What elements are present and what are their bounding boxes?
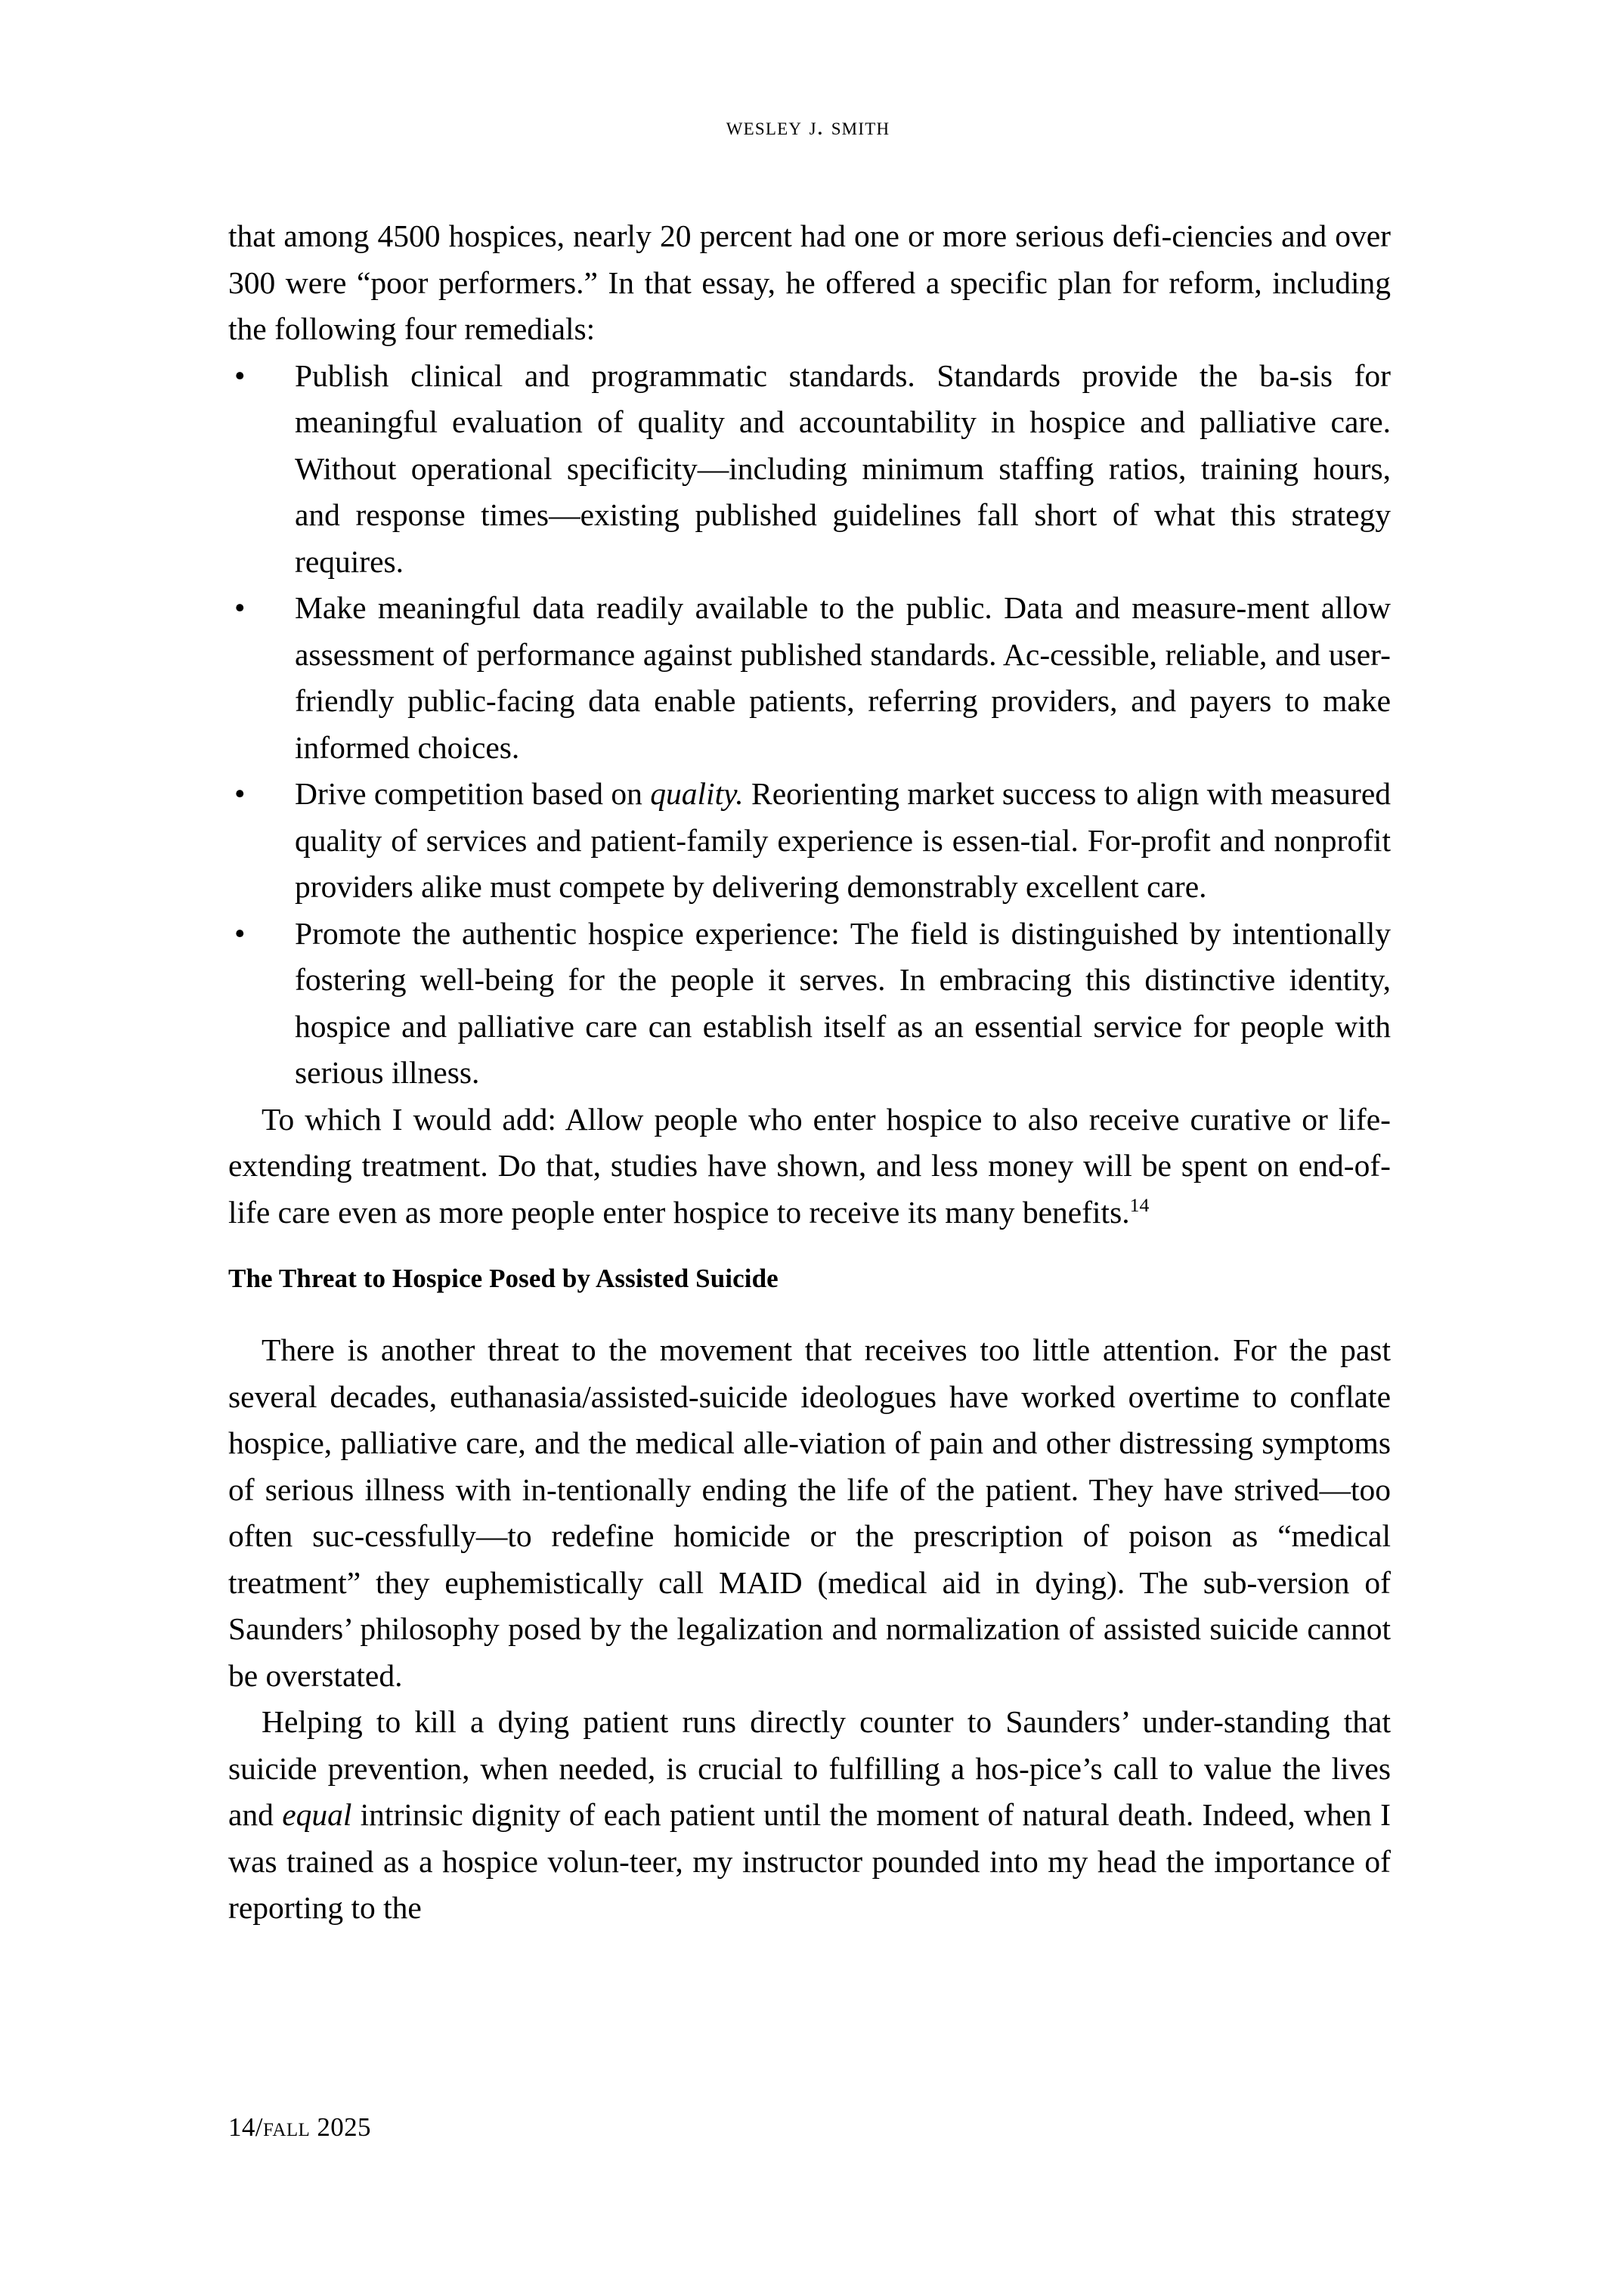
bullet-icon: • bbox=[234, 776, 246, 811]
paragraph-text: Helping to kill a dying patient runs directly counter to Saunders’ under-standing that suicide prevention, when needed, is crucial to fulfilling a hos-pice’s call to value the lives and bbox=[228, 1704, 1391, 1832]
page-folio bbox=[228, 2113, 371, 2143]
list-item-emphasis: quality. bbox=[650, 776, 744, 811]
list-item bbox=[228, 911, 1391, 1097]
folio-page-number: 14/ bbox=[228, 2112, 263, 2142]
paragraph-emphasis: equal bbox=[282, 1797, 352, 1832]
spacer bbox=[228, 1297, 1391, 1327]
bullet-icon: • bbox=[234, 590, 246, 625]
list-item-text-tail: Reorienting market success to align with measured quality of services and patient-family experience is essen-tial. For-profit and nonprofit providers alike must compete by delivering demonstrably excellent care. bbox=[295, 776, 1391, 904]
remedials-list bbox=[228, 353, 1391, 1097]
running-head: wesley j. smith bbox=[726, 113, 890, 141]
paragraph-another-threat: There is another threat to the movement that receives too little attention. For the past several decades, euthanasia/assisted-suicide ideologues have worked overtime to conflate hospice, palliative care, and the medical alle-viation of pain and other distressing symptoms of serious illness with in-tentionally ending the life of the patient. They have strived—too often suc-cessfully—to redefine homicide or the prescription of poison as “medical treatment” they euphemistically call MAID (medical aid in dying). The sub-version of Saunders’ philosophy posed by the legalization and normalization of assisted suicide cannot be overstated. bbox=[228, 1332, 1391, 1693]
list-item bbox=[228, 771, 1391, 911]
bullet-icon: • bbox=[234, 357, 246, 393]
section-subheading: The Threat to Hospice Posed by Assisted Suicide bbox=[228, 1264, 779, 1293]
list-item bbox=[228, 353, 1391, 586]
list-item-text: Make meaningful data readily available to the public. Data and measure-ment allow assessment of performance against published standards. Ac-cessible, reliable, and user-friendly public-facing data enable patients, referring providers, and payers to make informed choices. bbox=[295, 590, 1391, 765]
paragraph-add-remedial bbox=[228, 1097, 1391, 1236]
list-item bbox=[228, 585, 1391, 771]
footnote-reference: 14 bbox=[1129, 1193, 1150, 1216]
folio-issue-label: fall 2025 bbox=[262, 2112, 371, 2142]
spacer bbox=[228, 1236, 1391, 1261]
paragraph-text: To which I would add: Allow people who enter hospice to also receive curative or life-extending treatment. Do that, studies have shown, and less money will be spent on end-of-life care even as more people enter hospice to receive its many benefits. bbox=[228, 1101, 1391, 1230]
text-column bbox=[228, 213, 1391, 1932]
bullet-icon: • bbox=[234, 915, 246, 951]
paragraph-text-tail: intrinsic dignity of each patient until the moment of natural death. Indeed, when I was trained as a hospice volun-teer, my instructor pounded into my head the importance of reporting to the bbox=[228, 1797, 1392, 1925]
list-item-text: Publish clinical and programmatic standards. Standards provide the ba-sis for meaningful evaluation of quality and accountability in hospice and palliative care. Without operational specificity—including minimum staffing ratios, training hours, and response times—existing published guidelines fall short of what this strategy requires. bbox=[295, 357, 1391, 579]
paragraph-continuation: that among 4500 hospices, nearly 20 percent had one or more serious defi-ciencies and over 300 were “poor performers.” In that essay, he offered a specific plan for reform, including the following four remedials: bbox=[228, 218, 1391, 346]
paragraph-helping-to-kill bbox=[228, 1699, 1391, 1932]
list-item-text: Drive competition based on bbox=[295, 776, 651, 811]
list-item-text: Promote the authentic hospice experience: The field is distinguished by intentionally fostering well-being for the people it serves. In embracing this distinctive identity, hospice and palliative care can establish itself as an essential service for people with serious illness. bbox=[295, 915, 1391, 1090]
